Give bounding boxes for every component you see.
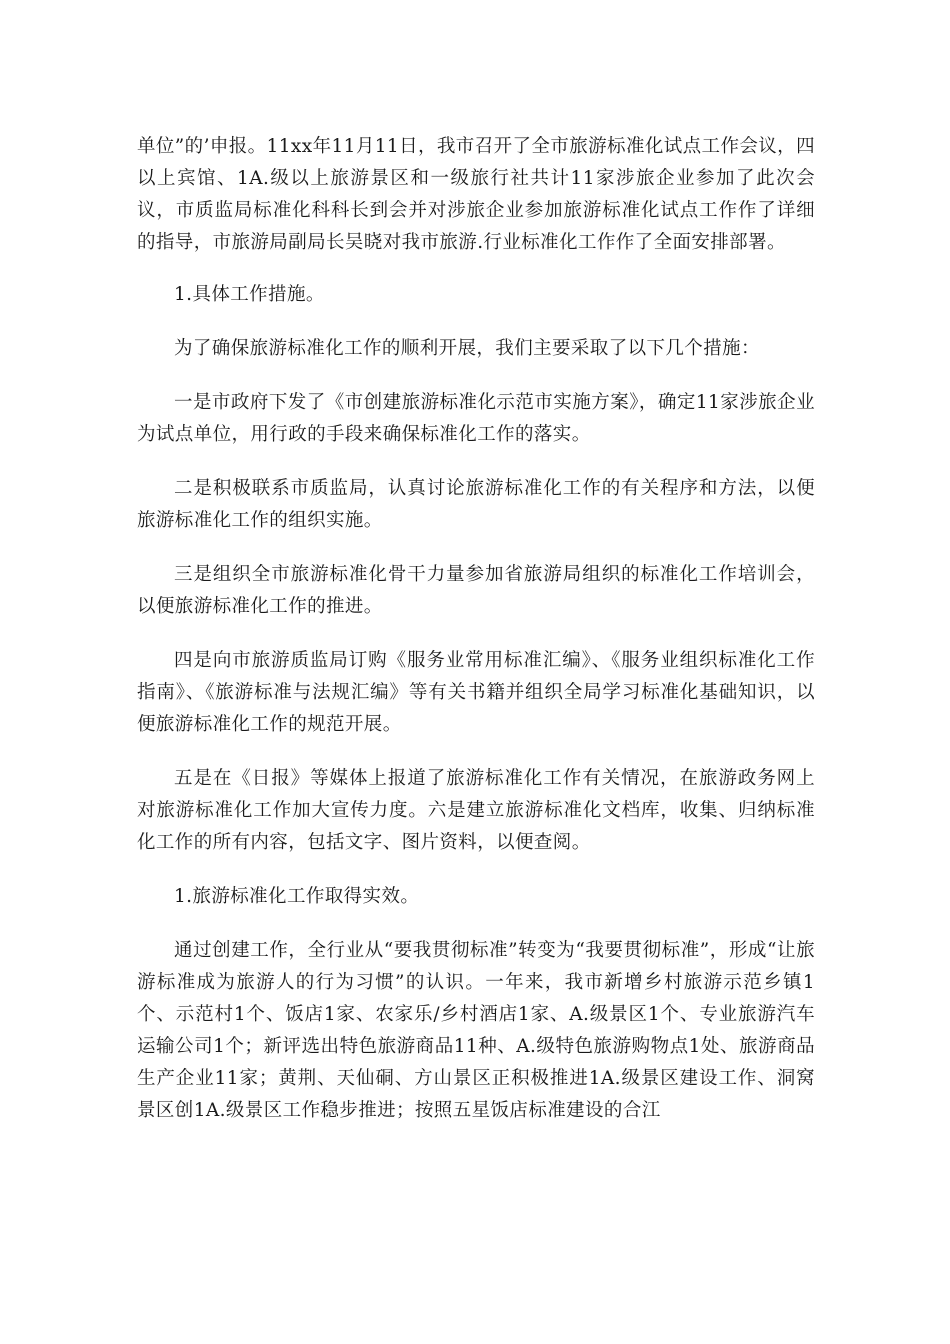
paragraph-continuation: 单位”的’申报。11xx年11月11日，我市召开了全市旅游标准化试点工作会议，四以上宾馆、1A.级以上旅游景区和一级旅行社共计11家涉旅企业参加了此次会议，市质监局标准化科科长到会并对涉旅企业参加旅游标准化试点工作作了详细的指导，市旅游局副局长吴晓对我市旅游.行业标准化工作作了全面安排部署。 [137, 136, 815, 253]
paragraph-heading-results: 1.旅游标准化工作取得实效。 [174, 886, 420, 907]
paragraph-measure-one: 一是市政府下发了《市创建旅游标准化示范市实施方案》，确定11家涉旅企业为试点单位，用行政的手段来确保标准化工作的落实。 [137, 392, 815, 445]
paragraph-heading-measures: 1.具体工作措施。 [174, 284, 325, 305]
document-body [137, 131, 815, 1149]
paragraph-measures-intro: 为了确保旅游标准化工作的顺利开展，我们主要采取了以下几个措施： [174, 338, 760, 359]
paragraph-results: 通过创建工作，全行业从“要我贯彻标准”转变为“我要贯彻标准”，形成“让旅游标准成为旅游人的行为习惯”的认识。一年来，我市新增乡村旅游示范乡镇1个、示范村1个、饭店1家、农家乐/乡村酒店1家、A.级景区1个、专业旅游汽车运输公司1个；新评选出特色旅游商品11种、A.级特色旅游购物点1处、旅游商品生产企业11家；黄荆、天仙硐、方山景区正积极推进1A.级景区建设工作、洞窝景区创1A.级景区工作稳步推进；按照五星饭店标准建设的合江 [137, 940, 815, 1121]
paragraph-measure-five-six: 五是在《日报》等媒体上报道了旅游标准化工作有关情况，在旅游政务网上对旅游标准化工作加大宣传力度。六是建立旅游标准化文档库，收集、归纳标准化工作的所有内容，包括文字、图片资料，以便查阅。 [137, 768, 815, 853]
paragraph-measure-four: 四是向市旅游质监局订购《服务业常用标准汇编》、《服务业组织标准化工作指南》、《旅游标准与法规汇编》等有关书籍并组织全局学习标准化基础知识，以便旅游标准化工作的规范开展。 [137, 650, 815, 735]
paragraph-measure-three: 三是组织全市旅游标准化骨干力量参加省旅游局组织的标准化工作培训会，以便旅游标准化工作的推进。 [137, 564, 815, 617]
paragraph-measure-two: 二是积极联系市质监局，认真讨论旅游标准化工作的有关程序和方法，以便旅游标准化工作的组织实施。 [137, 478, 815, 531]
